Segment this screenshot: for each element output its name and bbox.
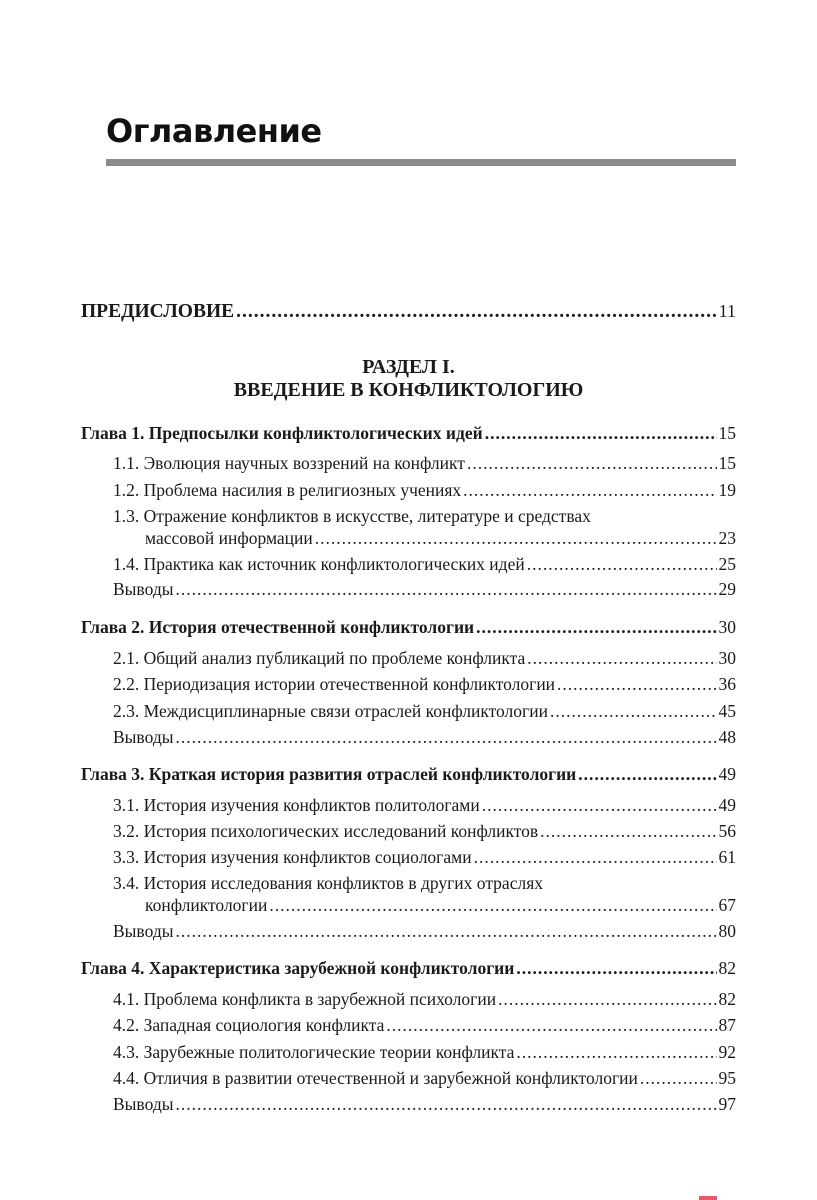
dot-leader: [640, 1067, 717, 1089]
toc-entry-title: 4.4. Отличия в развитии отечественной и зарубежной конфликтологии: [113, 1068, 638, 1088]
toc-entry[interactable]: [113, 647, 736, 669]
toc-entry-title: 3.2. История психологических исследований конфликтов: [113, 821, 539, 841]
toc-entry-page: 56: [718, 821, 736, 841]
toc-entry-conclusions[interactable]: [113, 578, 736, 600]
toc-entry[interactable]: [113, 988, 736, 1010]
toc-entry[interactable]: [113, 846, 736, 868]
toc-chapter-3[interactable]: [81, 763, 736, 785]
toc-entry-page: 36: [718, 674, 736, 694]
toc-entry-page: 45: [718, 701, 736, 721]
dot-leader: [236, 301, 717, 323]
toc-entry-title: Выводы: [113, 1094, 174, 1114]
toc-entry[interactable]: [113, 553, 736, 575]
toc-entry-title: 3.1. История изучения конфликтов политологами: [113, 795, 480, 815]
toc-entry-title: 4.1. Проблема конфликта в зарубежной психологии: [113, 989, 497, 1009]
toc-entry[interactable]: [113, 794, 736, 816]
toc-entry-page: 15: [718, 453, 736, 473]
toc-entry[interactable]: [113, 1067, 736, 1089]
toc-entry[interactable]: [113, 479, 736, 501]
toc-entry-title: 1.4. Практика как источник конфликтологических идей: [113, 554, 525, 574]
toc-entry-page: 61: [718, 847, 736, 867]
toc-entry-title-line1[interactable]: 3.4. История исследования конфликтов в других отраслях: [113, 873, 543, 893]
toc-entry-page: 23: [718, 528, 736, 548]
dot-leader: [550, 700, 717, 722]
toc-entry-title: 4.2. Западная социология конфликта: [113, 1015, 385, 1035]
section-number: РАЗДЕЛ I.: [362, 356, 455, 378]
dot-leader: [175, 726, 716, 748]
toc-entry-page: 92: [718, 1042, 736, 1062]
toc-entry-page: 30: [718, 648, 736, 668]
toc-entry-title: Глава 4. Характеристика зарубежной конфликтологии: [81, 958, 515, 978]
toc-chapter-2[interactable]: [81, 616, 736, 638]
toc-entry-page: 82: [718, 958, 736, 978]
dot-leader: [315, 527, 717, 549]
toc-entry-page: 30: [718, 617, 736, 637]
dot-leader: [269, 894, 716, 916]
toc-entry-title: 1.1. Эволюция научных воззрений на конфликт: [113, 453, 465, 473]
dot-leader: [386, 1014, 716, 1036]
toc-entry-title: 2.3. Междисциплинарные связи отраслей конфликтологии: [113, 701, 548, 721]
dot-leader: [463, 479, 716, 501]
toc-entry-conclusions[interactable]: [113, 1093, 736, 1115]
toc-entry[interactable]: [113, 1041, 736, 1063]
toc-entry[interactable]: [145, 894, 736, 916]
corner-mark: [699, 1196, 717, 1200]
page-title: Оглавление: [106, 112, 322, 150]
title-rule: [106, 159, 736, 166]
toc-entry-title: 2.1. Общий анализ публикаций по проблеме конфликта: [113, 648, 526, 668]
toc-chapter-1[interactable]: [81, 422, 736, 444]
toc-entry[interactable]: [145, 527, 736, 549]
toc-entry-preface[interactable]: [81, 300, 736, 323]
toc-entry-page: 82: [718, 989, 736, 1009]
toc-entry-page: 25: [718, 554, 736, 574]
toc-entry-conclusions[interactable]: [113, 726, 736, 748]
toc-entry[interactable]: [113, 1014, 736, 1036]
dot-leader: [516, 957, 716, 979]
toc-entry-title-line2: массовой информации: [145, 528, 313, 548]
toc-entry-title: 1.2. Проблема насилия в религиозных учениях: [113, 480, 462, 500]
toc-entry-page: 67: [718, 895, 736, 915]
dot-leader: [467, 452, 717, 474]
dot-leader: [578, 763, 716, 785]
toc-entry-title: 3.3. История изучения конфликтов социологами: [113, 847, 472, 867]
toc-entry-title: 2.2. Периодизация истории отечественной конфликтологии: [113, 674, 556, 694]
dot-leader: [485, 422, 717, 444]
toc-entry-title: ПРЕДИСЛОВИЕ: [81, 301, 235, 322]
toc-entry-title-line2: конфликтологии: [145, 895, 268, 915]
dot-leader: [476, 616, 716, 638]
toc-entry-page: 80: [718, 921, 736, 941]
dot-leader: [527, 553, 717, 575]
toc-entry-title: Выводы: [113, 727, 174, 747]
toc-entry-title: Глава 3. Краткая история развития отраслей конфликтологии: [81, 764, 577, 784]
dot-leader: [175, 920, 716, 942]
toc-entry-title: Глава 1. Предпосылки конфликтологических идей: [81, 423, 483, 443]
toc-entry[interactable]: [113, 452, 736, 474]
toc-entry-page: 19: [718, 480, 736, 500]
toc-entry-title: Выводы: [113, 921, 174, 941]
dot-leader: [175, 578, 716, 600]
toc-entry-conclusions[interactable]: [113, 920, 736, 942]
toc-chapter-4[interactable]: [81, 957, 736, 979]
dot-leader: [557, 673, 716, 695]
dot-leader: [474, 846, 717, 868]
dot-leader: [498, 988, 716, 1010]
dot-leader: [527, 647, 716, 669]
toc-entry-page: 29: [718, 579, 736, 599]
dot-leader: [175, 1093, 716, 1115]
dot-leader: [482, 794, 717, 816]
toc-entry-title: 4.3. Зарубежные политологические теории конфликта: [113, 1042, 515, 1062]
toc-entry-title-line1[interactable]: 1.3. Отражение конфликтов в искусстве, литературе и средствах: [113, 506, 591, 526]
toc-entry[interactable]: [113, 700, 736, 722]
toc-entry-page: 87: [718, 1015, 736, 1035]
toc-entry[interactable]: [113, 820, 736, 842]
toc-entry-title: Выводы: [113, 579, 174, 599]
toc-entry-page: 49: [718, 764, 736, 784]
toc-entry-title: Глава 2. История отечественной конфликтологии: [81, 617, 475, 637]
toc-entry-page: 11: [718, 301, 736, 321]
dot-leader: [516, 1041, 716, 1063]
toc-entry-page: 97: [718, 1094, 736, 1114]
toc-entry-page: 49: [718, 795, 736, 815]
toc-entry[interactable]: [113, 673, 736, 695]
toc-entry-page: 15: [718, 423, 736, 443]
dot-leader: [540, 820, 716, 842]
section-title: ВВЕДЕНИЕ В КОНФЛИКТОЛОГИЮ: [233, 379, 584, 401]
toc-entry-page: 48: [718, 727, 736, 747]
toc-entry-page: 95: [718, 1068, 736, 1088]
